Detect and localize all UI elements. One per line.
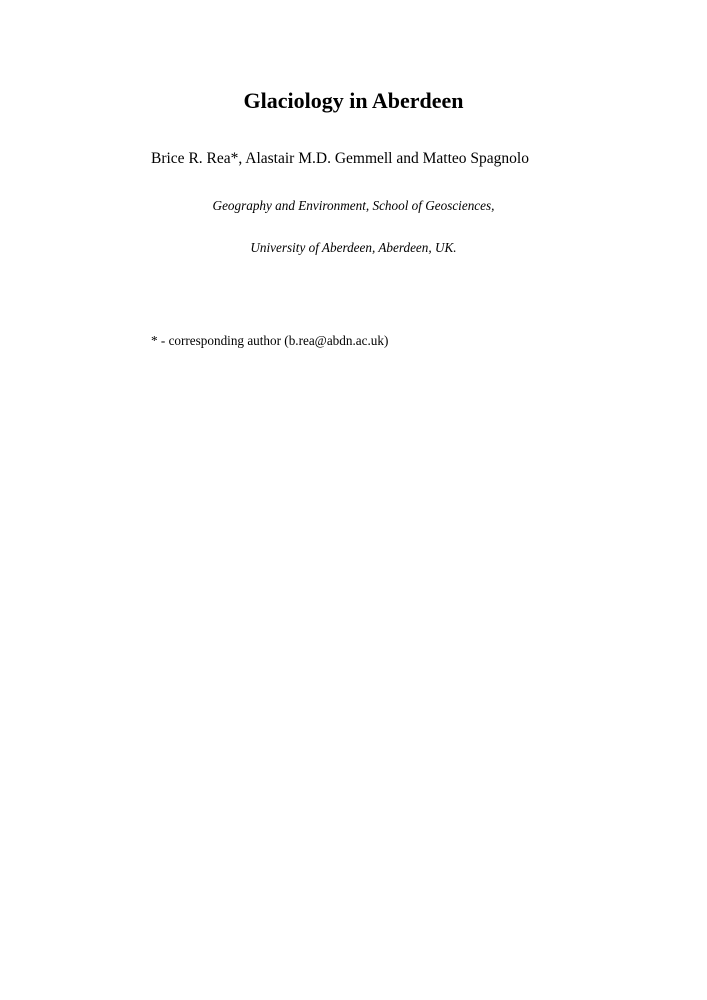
paper-title: Glaciology in Aberdeen	[243, 88, 464, 113]
corresponding-author-note: * - corresponding author (b.rea@abdn.ac.uk)	[151, 333, 389, 348]
affiliation-line-1: Geography and Environment, School of Geosciences,	[212, 198, 495, 213]
affiliation-line-2: University of Aberdeen, Aberdeen, UK.	[250, 240, 457, 255]
author-list: Brice R. Rea*, Alastair M.D. Gemmell and Matteo Spagnolo	[151, 150, 529, 167]
